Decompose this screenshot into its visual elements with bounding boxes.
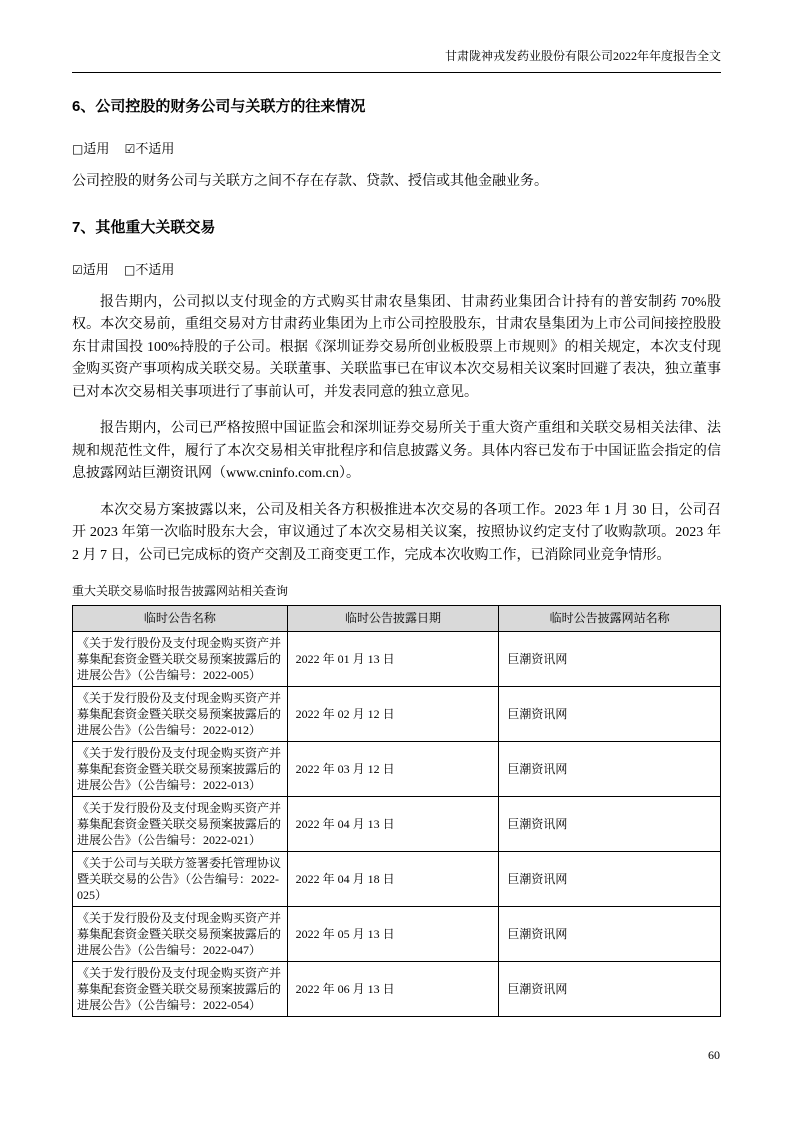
announcements-table-head [73, 606, 721, 632]
table-row [73, 962, 721, 1017]
section-6-applicability [72, 141, 721, 157]
not-applicable-label: 不适用 [135, 141, 175, 156]
not-applicable-option [125, 141, 175, 156]
table-row [73, 632, 721, 687]
document-header [72, 48, 721, 73]
table-row [73, 687, 721, 742]
table-row [73, 797, 721, 852]
announcement-name-cell: 《关于发行股份及支付现金购买资产并募集配套资金暨关联交易预案披露后的进展公告》（公告编号：2022-005） [73, 632, 288, 687]
page-number: 60 [708, 1048, 720, 1062]
applicable-option [72, 262, 109, 277]
announcement-site-cell: 巨潮资讯网 [499, 962, 721, 1017]
announcements-table-body [73, 632, 721, 1017]
section-7-heading: 7、其他重大关联交易 [72, 218, 216, 236]
announcement-name-cell: 《关于发行股份及支付现金购买资产并募集配套资金暨关联交易预案披露后的进展公告》（公告编号：2022-054） [73, 962, 288, 1017]
table-row [73, 742, 721, 797]
section-6-body: 公司控股的财务公司与关联方之间不存在存款、贷款、授信或其他金融业务。 [72, 174, 548, 189]
not-applicable-label: 不适用 [135, 261, 175, 277]
announcement-site-cell: 巨潮资讯网 [499, 907, 721, 962]
not-applicable-option [124, 262, 174, 277]
announcement-name-cell: 《关于发行股份及支付现金购买资产并募集配套资金暨关联交易预案披露后的进展公告》（公告编号：2022-013） [73, 742, 288, 797]
announcement-name-cell: 《关于发行股份及支付现金购买资产并募集配套资金暨关联交易预案披露后的进展公告》（公告编号：2022-012） [73, 687, 288, 742]
page-content [72, 48, 721, 1017]
announcement-date-cell: 2022 年 01 月 13 日 [287, 632, 499, 687]
announcement-date-cell: 2022 年 04 月 18 日 [287, 852, 499, 907]
document-header-title: 甘肃陇神戎发药业股份有限公司2022年年度报告全文 [444, 49, 721, 63]
applicable-option [72, 141, 109, 156]
table-row [73, 852, 721, 907]
section-7-paragraph-3: 本次交易方案披露以来，公司及相关各方积极推进本次交易的各项工作。2023 年 1 月 30 日，公司召开 2023 年第一次临时股东大会，审议通过了本次交易相关议案，按照协议约定支付了收购款项。2023 年 2 月 7 日，公司已完成标的资产交割及工商变更工作，完成本次收购工作，已消除同业竞争情形。 [72, 502, 721, 563]
announcement-name-cell: 《关于发行股份及支付现金购买资产并募集配套资金暨关联交易预案披露后的进展公告》（公告编号：2022-021） [73, 797, 288, 852]
table-header-row [73, 606, 721, 632]
announcement-site-cell: 巨潮资讯网 [499, 852, 721, 907]
checkbox-unchecked-icon: □ [72, 142, 84, 156]
announcement-date-cell: 2022 年 05 月 13 日 [287, 907, 499, 962]
applicable-label: 适用 [82, 261, 109, 277]
announcement-site-cell: 巨潮资讯网 [499, 797, 721, 852]
announcement-date-cell: 2022 年 06 月 13 日 [287, 962, 499, 1017]
col-header-disclosure-site: 临时公告披露网站名称 [499, 606, 721, 632]
table-row [73, 907, 721, 962]
announcement-date-cell: 2022 年 04 月 13 日 [287, 797, 499, 852]
table-caption: 重大关联交易临时报告披露网站相关查询 [72, 584, 289, 598]
announcement-date-cell: 2022 年 03 月 12 日 [287, 742, 499, 797]
announcements-table [72, 605, 721, 1017]
announcement-site-cell: 巨潮资讯网 [499, 742, 721, 797]
announcement-site-cell: 巨潮资讯网 [499, 632, 721, 687]
checkbox-unchecked-icon: □ [124, 262, 136, 277]
checkbox-checked-icon: ☑ [72, 262, 83, 277]
section-7-paragraph-1: 报告期内，公司拟以支付现金的方式购买甘肃农垦集团、甘肃药业集团合计持有的普安制药 70%股权。本次交易前，重组交易对方甘肃药业集团为上市公司控股股东，甘肃农垦集团为上市公司间接控股股东甘肃国投 100%持股的子公司。根据《深圳证券交易所创业板股票上市规则》的相关规定，本次支付现金购买资产事项构成关联交易。关联董事、关联监事已在审议本次交易相关议案时回避了表决，独立董事已对本次交易相关事项进行了事前认可，并发表同意的独立意见。 [72, 294, 721, 400]
announcement-date-cell: 2022 年 02 月 12 日 [287, 687, 499, 742]
section-7-applicability [72, 262, 721, 278]
applicable-label: 适用 [83, 141, 110, 156]
checkbox-checked-icon: ☑ [124, 142, 136, 156]
announcement-name-cell: 《关于公司与关联方签署委托管理协议暨关联交易的公告》（公告编号：2022-025） [73, 852, 288, 907]
section-7-paragraph-2: 报告期内，公司已严格按照中国证监会和深圳证券交易所关于重大资产重组和关联交易相关法律、法规和规范性文件，履行了本次交易相关审批程序和信息披露义务。具体内容已发布于中国证监会指定的信息披露网站巨潮资讯网（www.cninfo.com.cn）。 [72, 421, 721, 481]
announcement-site-cell: 巨潮资讯网 [499, 687, 721, 742]
col-header-announcement-name: 临时公告名称 [73, 606, 288, 632]
section-6-heading: 6、公司控股的财务公司与关联方的往来情况 [72, 98, 366, 115]
col-header-disclosure-date: 临时公告披露日期 [287, 606, 499, 632]
announcement-name-cell: 《关于发行股份及支付现金购买资产并募集配套资金暨关联交易预案披露后的进展公告》（公告编号：2022-047） [73, 907, 288, 962]
